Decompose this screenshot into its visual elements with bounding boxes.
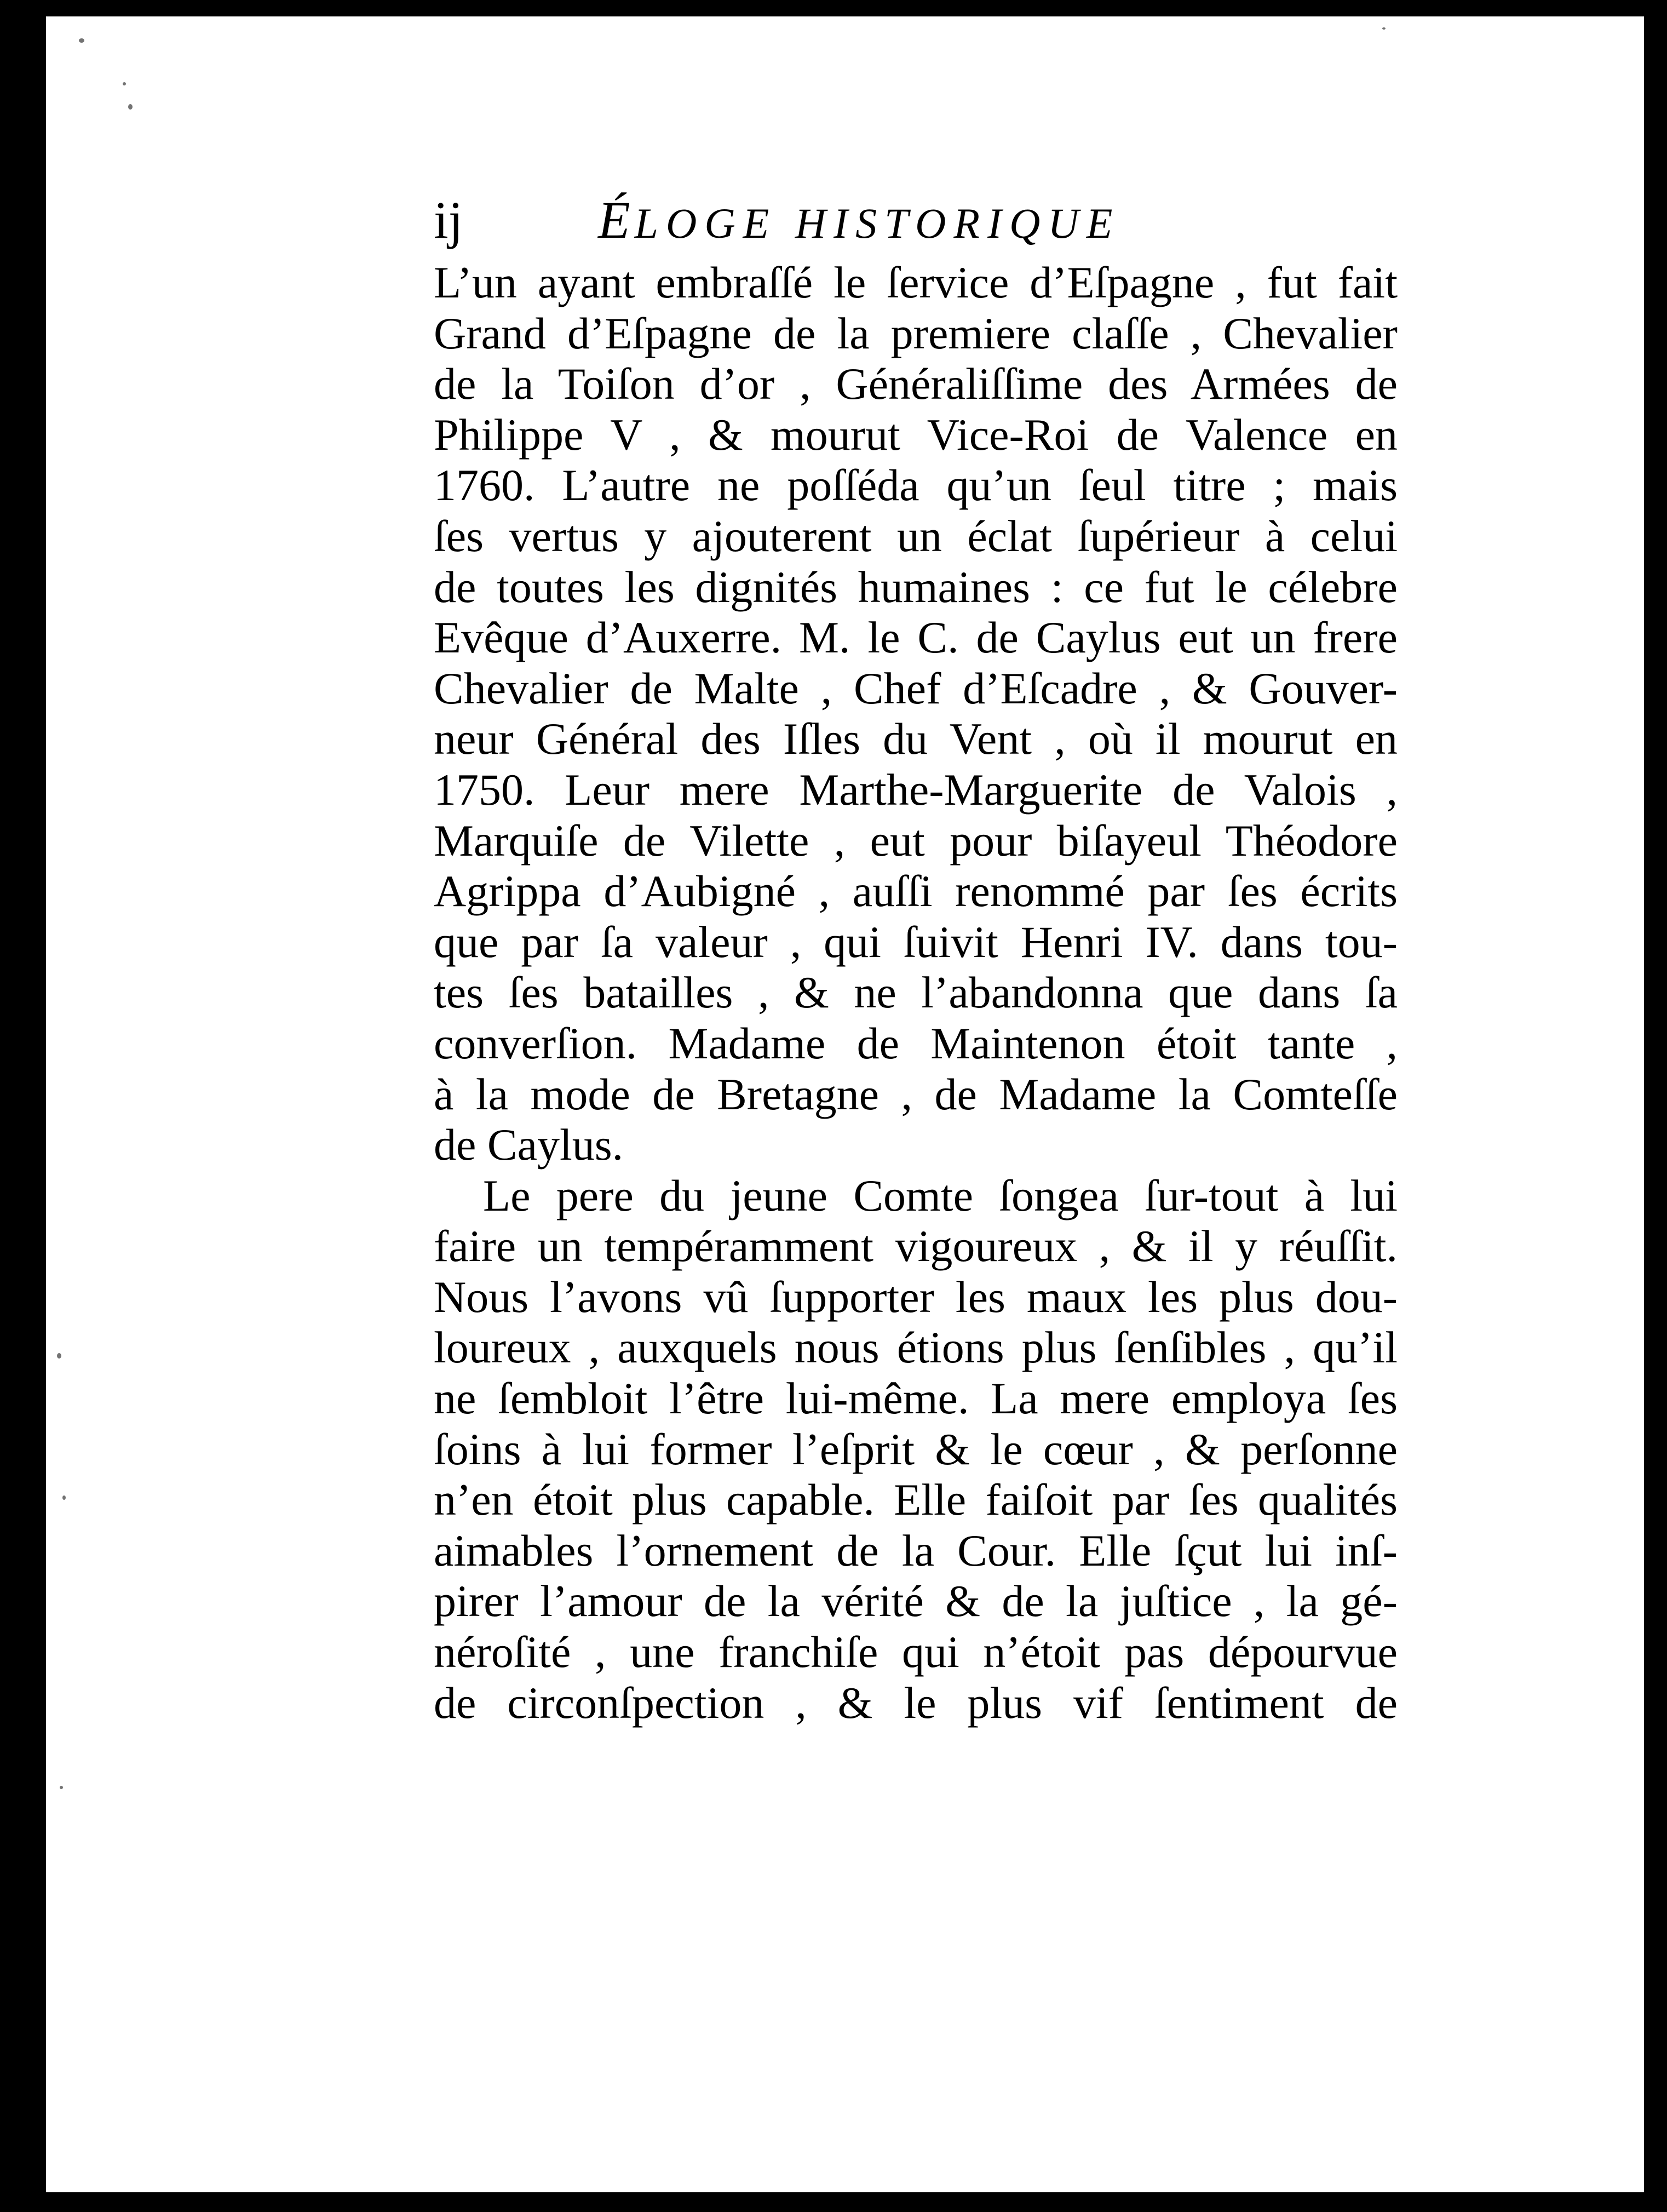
text-line: néroſité , une franchiſe qui n’étoit pas dépourvue — [434, 1627, 1398, 1677]
running-title-rest: LOGE HISTORIQUE — [634, 199, 1120, 247]
text-line: ne ſembloit l’être lui-même. La mere employa ſes — [434, 1373, 1398, 1424]
text-line: ſoins à lui former l’eſprit & le cœur , & perſonne — [434, 1424, 1398, 1474]
text-line: loureux , auxquels nous étions plus ſenſibles , qu’il — [434, 1322, 1398, 1373]
text-line: Evêque d’Auxerre. M. le C. de Caylus eut un frere — [434, 612, 1398, 663]
text-line: à la mode de Bretagne , de Madame la Comteſſe — [434, 1069, 1398, 1119]
text-line: de toutes les dignités humaines : ce fut le célebre — [434, 561, 1398, 612]
text-line: Grand d’Eſpagne de la premiere claſſe , Chevalier — [434, 308, 1398, 358]
text-line: ſes vertus y ajouterent un éclat ſupérieur à celui — [434, 511, 1398, 561]
text-line: Chevalier de Malte , Chef d’Eſcadre , & Gouver- — [434, 663, 1398, 713]
text-line: de circonſpection , & le plus vif ſentiment de — [434, 1677, 1398, 1728]
text-line: L’un ayant embraſſé le ſervice d’Eſpagne , fut fait — [434, 257, 1398, 307]
text-line: Philippe V , & mourut Vice-Roi de Valence en — [434, 409, 1398, 460]
page-folio: ij — [434, 191, 463, 249]
text-line: Nous l’avons vû ſupporter les maux les plus dou- — [434, 1271, 1398, 1322]
scan-speckle — [57, 1353, 61, 1359]
text-line: pirer l’amour de la vérité & de la juſtice , la gé- — [434, 1576, 1398, 1626]
text-line: Agrippa d’Aubigné , auſſi renommé par ſes écrits — [434, 866, 1398, 916]
text-line: converſion. Madame de Maintenon étoit tante , — [434, 1018, 1398, 1068]
text-line: tes ſes batailles , & ne l’abandonna que dans ſa — [434, 967, 1398, 1018]
text-line: 1760. L’autre ne poſſéda qu’un ſeul titre ; mais — [434, 460, 1398, 511]
text-line: neur Général des Iſles du Vent , où il mourut en — [434, 714, 1398, 764]
scan-speckle — [1382, 27, 1386, 30]
text-line: faire un tempéramment vigoureux , & il y réuſſit. — [434, 1221, 1398, 1271]
running-title-initial: É — [598, 191, 635, 249]
scan-speckle — [62, 1495, 66, 1500]
running-title — [598, 191, 1120, 249]
text-line: de Caylus. — [434, 1120, 624, 1170]
text-line: 1750. Leur mere Marthe-Marguerite de Valois , — [434, 764, 1398, 815]
text-line: de la Toiſon d’or , Généraliſſime des Armées de — [434, 359, 1398, 409]
text-line: Le pere du jeune Comte ſongea ſur-tout à lui — [483, 1170, 1398, 1220]
text-line: Marquiſe de Vilette , eut pour biſayeul Théodore — [434, 815, 1398, 866]
scan-speckle — [60, 1786, 63, 1789]
text-line: n’en étoit plus capable. Elle faiſoit par ſes qualités — [434, 1475, 1398, 1525]
scan-speckle — [128, 104, 133, 110]
body-text — [434, 257, 1398, 1728]
scan-speckle — [123, 82, 126, 85]
paragraph-1 — [434, 257, 1398, 1171]
text-line: aimables l’ornement de la Cour. Elle ſçut lui inſ- — [434, 1525, 1398, 1575]
paragraph-2 — [434, 1171, 1398, 1729]
scan-speckle — [79, 38, 84, 43]
running-header — [434, 186, 1398, 247]
text-line: que par ſa valeur , qui ſuivit Henri IV. dans tou- — [434, 916, 1398, 967]
